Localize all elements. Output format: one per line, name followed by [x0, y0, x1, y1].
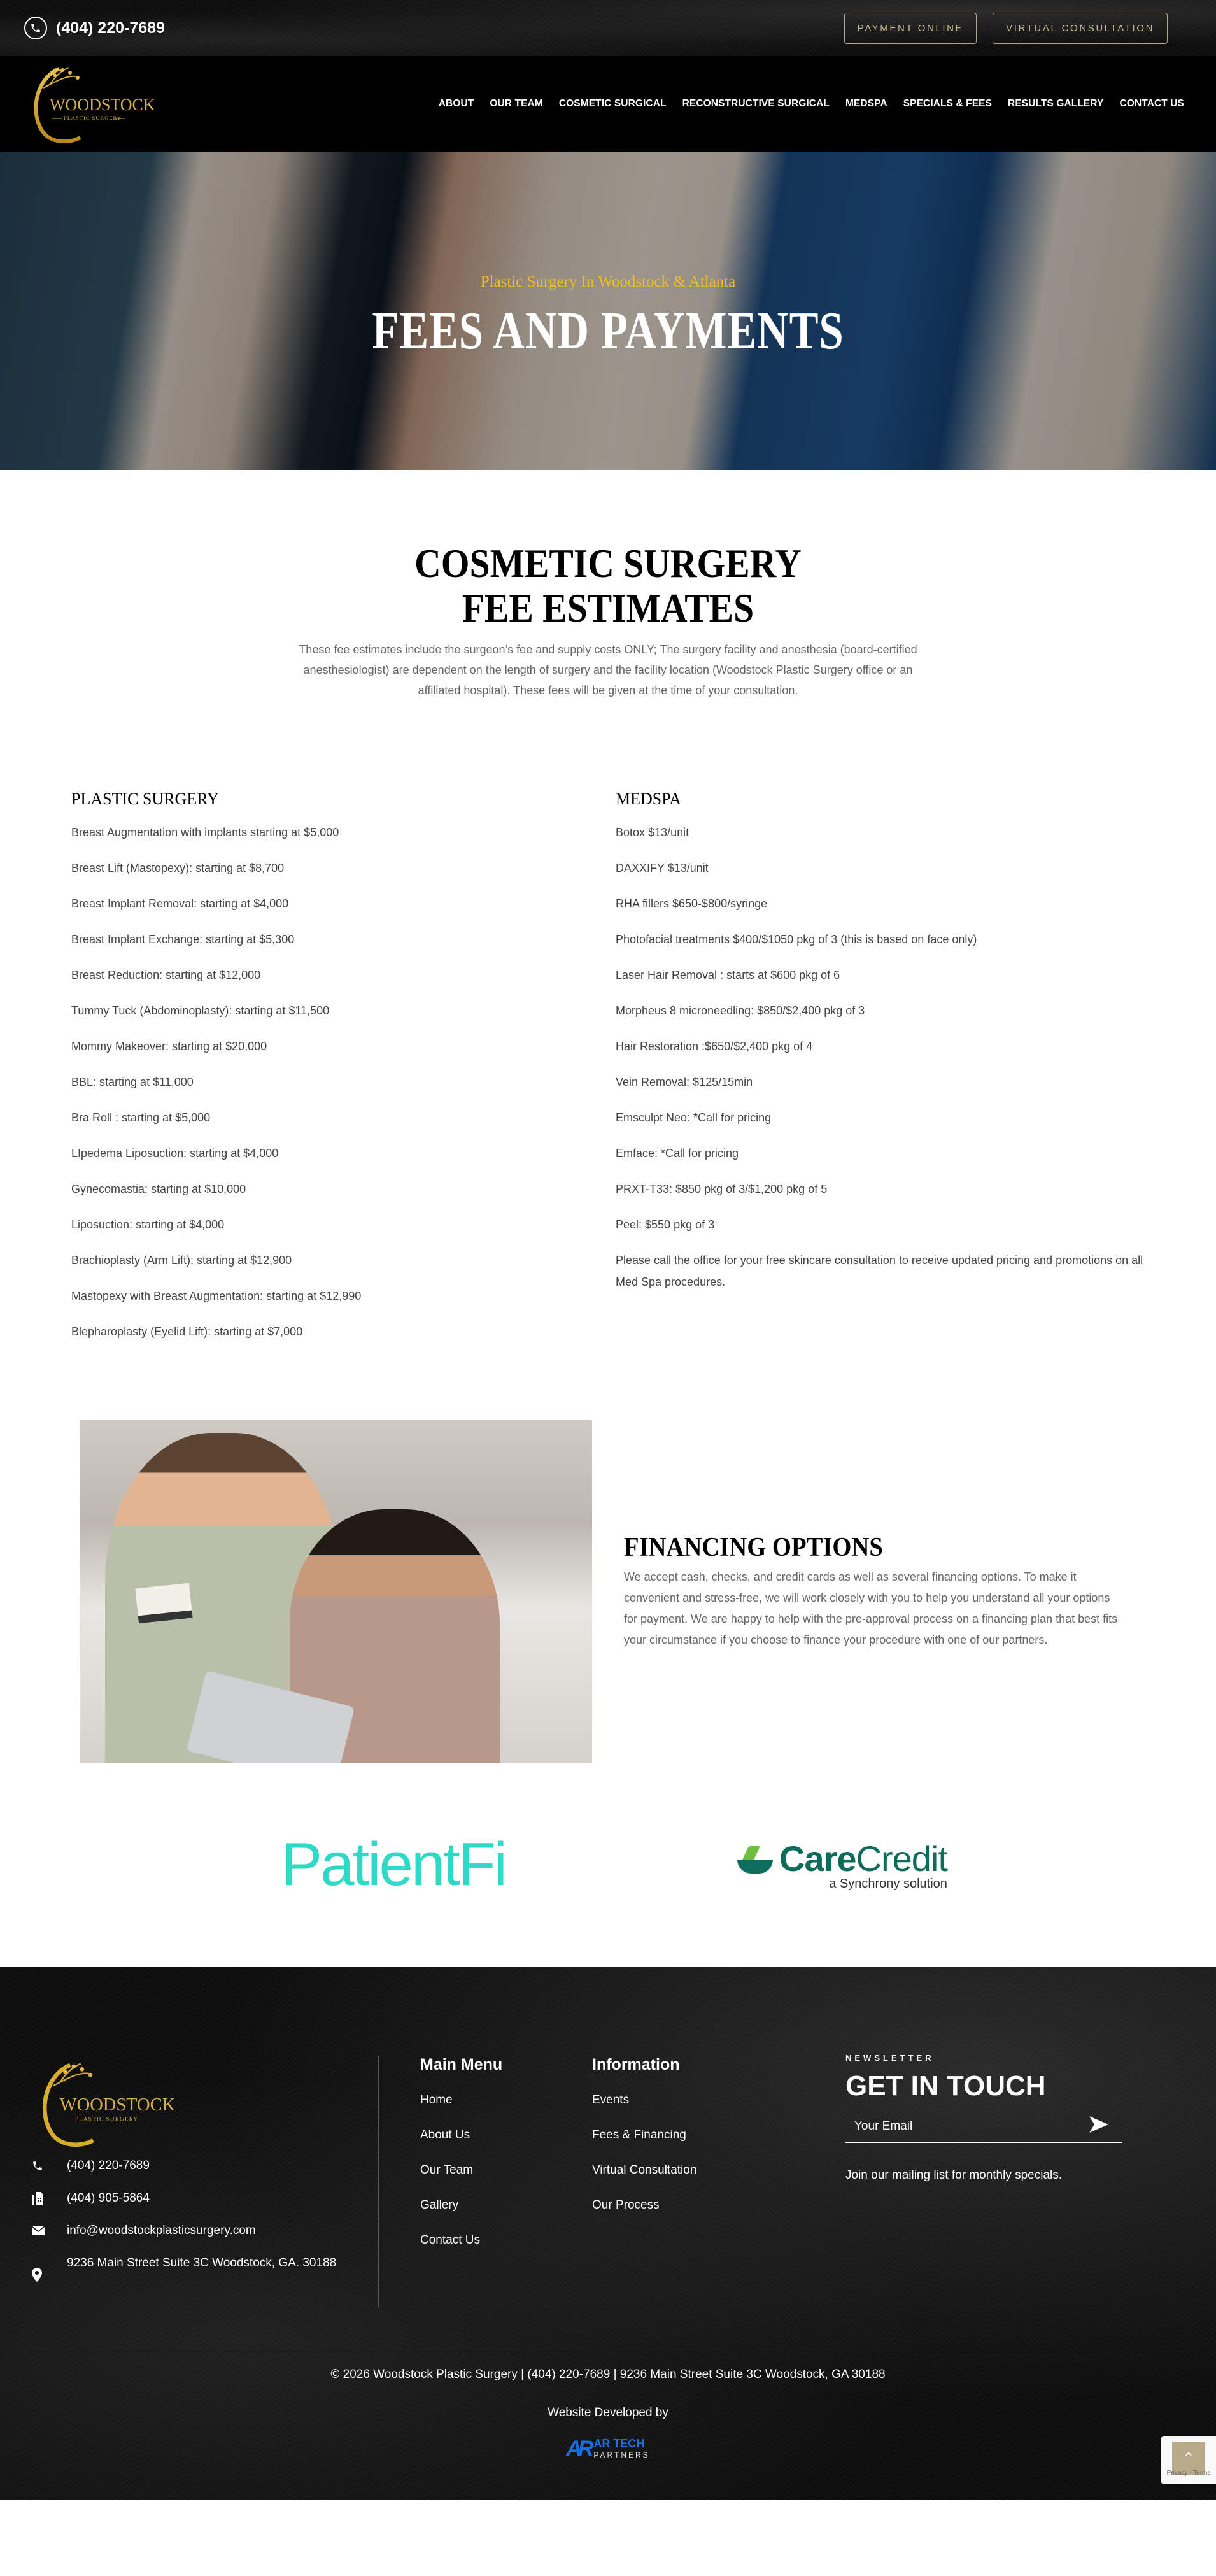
- logo-tagline: PLASTIC SURGERY: [64, 115, 122, 121]
- medspa-column: [600, 790, 1145, 1356]
- footer-main-menu: [379, 2056, 592, 2307]
- copyright-text: © 2026 Woodstock Plastic Surgery | (404) 220-7689 | 9236 Main Street Suite 3C Woodstock, GA 30188: [330, 2368, 886, 2381]
- plastic-surgery-heading: PLASTIC SURGERY: [71, 790, 219, 808]
- carecredit-word-bold: Care: [779, 1839, 856, 1879]
- fee-item: Tummy Tuck (Abdominoplasty): starting at $11,500: [71, 1004, 330, 1017]
- newsletter-title: GET IN TOUCH: [845, 2070, 1046, 2102]
- fee-item: Blepharoplasty (Eyelid Lift): starting at $7,000: [71, 1325, 303, 1338]
- nav-contact-us[interactable]: CONTACT US: [1119, 98, 1184, 109]
- fee-item: Peel: $550 pkg of 3: [616, 1218, 715, 1231]
- footer-link-our-team[interactable]: Our Team: [420, 2163, 474, 2177]
- nav-cosmetic-surgical[interactable]: COSMETIC SURGICAL: [558, 98, 667, 109]
- ar-tech-sub: PARTNERS: [593, 2450, 650, 2459]
- financing-partners: [0, 1763, 1216, 1967]
- fee-estimates-description: These fee estimates include the surgeon’s fee and supply costs ONLY; The surgery facility and anesthesia (board-certified anesthesiologist) are dependent on the length of surgery and the facility location (Woodstock Plastic Surgery office or an affiliated hospital). These fees will be given at the time of your consultation.: [299, 643, 917, 697]
- nav-medspa[interactable]: MEDSPA: [845, 98, 887, 109]
- footer-link-virtual-consultation[interactable]: Virtual Consultation: [592, 2163, 697, 2177]
- carecredit-logo[interactable]: [737, 1838, 947, 1891]
- nav-reconstructive-surgical[interactable]: RECONSTRUCTIVE SURGICAL: [682, 98, 830, 109]
- footer-link-events[interactable]: Events: [592, 2093, 630, 2107]
- footer-link-about-us[interactable]: About Us: [420, 2128, 470, 2142]
- footer-contact-column: [32, 2056, 379, 2307]
- fax-icon: [32, 2187, 67, 2210]
- hero-kicker: Plastic Surgery In Woodstock & Atlanta: [480, 273, 736, 290]
- newsletter-form: [845, 2116, 1122, 2143]
- fee-item: Botox $13/unit: [616, 826, 689, 839]
- fee-item: Breast Lift (Mastopexy): starting at $8,700: [71, 862, 285, 874]
- fee-item: PRXT-T33: $850 pkg of 3/$1,200 pkg of 5: [616, 1183, 828, 1195]
- footer-address: [32, 2252, 365, 2298]
- primary-nav: [439, 98, 1184, 110]
- newsletter-email-input[interactable]: [854, 2119, 1071, 2133]
- patientfi-logo[interactable]: PatientFi: [281, 1830, 505, 1898]
- chevron-up-icon: ⌃: [1182, 2449, 1195, 2466]
- footer-fax: [32, 2187, 365, 2210]
- plastic-surgery-column: [71, 790, 600, 1356]
- footer-link-home[interactable]: Home: [420, 2093, 453, 2107]
- fee-item: Mommy Makeover: starting at $20,000: [71, 1040, 267, 1053]
- hero-banner: [0, 152, 1216, 470]
- site-footer: [0, 1967, 1216, 2500]
- fee-item: Vein Removal: $125/15min: [616, 1076, 753, 1088]
- carecredit-word-light: Credit: [856, 1839, 947, 1879]
- fee-item: Mastopexy with Breast Augmentation: starting at $12,990: [71, 1290, 362, 1302]
- recaptcha-badge: [1161, 2436, 1216, 2484]
- fee-item: DAXXIFY $13/unit: [616, 862, 709, 874]
- footer-email-text: info@woodstockplasticsurgery.com: [67, 2224, 256, 2237]
- footer-logo-tree-icon: [32, 2056, 178, 2151]
- envelope-icon: [32, 2219, 67, 2242]
- fee-item: Hair Restoration :$650/$2,400 pkg of 4: [616, 1040, 813, 1053]
- footer-fax-text: (404) 905-5864: [67, 2191, 150, 2205]
- footer-address-text: 9236 Main Street Suite 3C Woodstock, GA. 30188: [67, 2256, 337, 2270]
- ar-tech-name: AR TECH: [593, 2437, 645, 2450]
- fee-item: Emsculpt Neo: *Call for pricing: [616, 1111, 772, 1124]
- fee-item: Breast Reduction: starting at $12,000: [71, 969, 261, 981]
- virtual-consultation-button[interactable]: VIRTUAL CONSULTATION: [993, 13, 1168, 44]
- hero-title: FEES AND PAYMENTS: [372, 301, 844, 360]
- fee-item: LIpedema Liposuction: starting at $4,000: [71, 1147, 279, 1160]
- send-arrow-icon[interactable]: [1089, 2116, 1108, 2136]
- developed-by-text: Website Developed by: [548, 2406, 668, 2419]
- information-heading: Information: [592, 2056, 680, 2074]
- fee-item: Brachioplasty (Arm Lift): starting at $12,900: [71, 1254, 292, 1267]
- top-phone-link[interactable]: [24, 17, 165, 39]
- carecredit-mark-icon: [737, 1843, 775, 1875]
- financing-description: We accept cash, checks, and credit cards as well as several financing options. To make it convenient and stress-free, we will work closely with you to help you understand all your options for payment. We are happy to help with the pre-approval process on a financing plan that best fits your circumstance if you choose to finance your procedure with one of our partners.: [624, 1570, 1118, 1646]
- footer-link-our-process[interactable]: Our Process: [592, 2198, 660, 2212]
- svg-text:PLASTIC SURGERY: PLASTIC SURGERY: [74, 2116, 139, 2123]
- footer-phone-text: (404) 220-7689: [67, 2159, 150, 2172]
- top-buttons: [844, 13, 1168, 44]
- footer-logo[interactable]: [32, 2095, 178, 2154]
- top-bar: [0, 0, 1216, 56]
- footer-email[interactable]: [32, 2219, 365, 2242]
- fee-item: Photofacial treatments $400/$1050 pkg of 3 (this is based on face only): [616, 933, 977, 946]
- footer-information: [592, 2056, 845, 2307]
- nav-results-gallery[interactable]: RESULTS GALLERY: [1008, 98, 1104, 109]
- main-navbar: [0, 56, 1216, 152]
- fee-item: Liposuction: starting at $4,000: [71, 1218, 225, 1231]
- fee-item: RHA fillers $650-$800/syringe: [616, 897, 768, 910]
- plastic-surgery-list: [71, 822, 600, 1342]
- medspa-list: [616, 822, 1145, 1293]
- fee-item: BBL: starting at $11,000: [71, 1076, 194, 1088]
- financing-section: [0, 1356, 1216, 1763]
- fee-item: Gynecomastia: starting at $10,000: [71, 1183, 246, 1195]
- medspa-heading: MEDSPA: [616, 790, 682, 808]
- footer-link-gallery[interactable]: Gallery: [420, 2198, 459, 2212]
- footer-phone[interactable]: [32, 2154, 365, 2177]
- top-phone-number: (404) 220-7689: [56, 18, 165, 37]
- fee-item: Breast Implant Removal: starting at $4,000: [71, 897, 289, 910]
- phone-icon: [24, 17, 47, 39]
- footer-link-fees-financing[interactable]: Fees & Financing: [592, 2128, 686, 2142]
- fee-estimates-intro: [0, 470, 1216, 790]
- nav-about[interactable]: ABOUT: [438, 98, 474, 109]
- payment-online-button[interactable]: PAYMENT ONLINE: [844, 13, 977, 44]
- site-logo[interactable]: [24, 62, 158, 145]
- fee-estimates-title: COSMETIC SURGERY FEE ESTIMATES: [414, 541, 802, 630]
- fee-item: Morpheus 8 microneedling: $850/$2,400 pkg of 3: [616, 1004, 865, 1017]
- ar-tech-partners-logo[interactable]: [566, 2437, 649, 2461]
- footer-newsletter: [845, 2053, 1145, 2307]
- fee-item: Breast Augmentation with implants starting at $5,000: [71, 826, 339, 839]
- medspa-note: Please call the office for your free skincare consultation to receive updated pricing and promotions on all Med Spa procedures.: [616, 1254, 1143, 1288]
- logo-wordmark: WOODSTOCK: [50, 96, 155, 114]
- phone-icon: [32, 2154, 67, 2177]
- fee-item: Breast Implant Exchange: starting at $5,300: [71, 933, 295, 946]
- recaptcha-privacy-terms[interactable]: Privacy - Terms: [1166, 2469, 1211, 2477]
- svg-text:WOODSTOCK: WOODSTOCK: [59, 2095, 176, 2115]
- footer-bottom: [32, 2352, 1184, 2500]
- fee-item: Bra Roll : starting at $5,000: [71, 1111, 211, 1124]
- nav-specials-fees[interactable]: SPECIALS & FEES: [903, 98, 993, 109]
- logo-tree-icon: [24, 62, 158, 145]
- fee-item: Laser Hair Removal : starts at $600 pkg of 6: [616, 969, 840, 981]
- fee-item: Emface: *Call for pricing: [616, 1147, 739, 1160]
- financing-title: FINANCING OPTIONS: [624, 1533, 883, 1562]
- map-pin-icon: [32, 2252, 67, 2298]
- carecredit-tagline: a Synchrony solution: [829, 1877, 947, 1891]
- footer-link-contact-us[interactable]: Contact Us: [420, 2233, 480, 2247]
- newsletter-note: Join our mailing list for monthly specials.: [845, 2168, 1063, 2182]
- newsletter-eyebrow: NEWSLETTER: [845, 2053, 935, 2063]
- main-menu-heading: Main Menu: [420, 2056, 503, 2074]
- nav-our-team[interactable]: OUR TEAM: [490, 98, 543, 109]
- fee-lists: [0, 790, 1216, 1356]
- ar-mark: AR: [566, 2437, 590, 2461]
- couple-with-credit-card-photo: [80, 1420, 592, 1763]
